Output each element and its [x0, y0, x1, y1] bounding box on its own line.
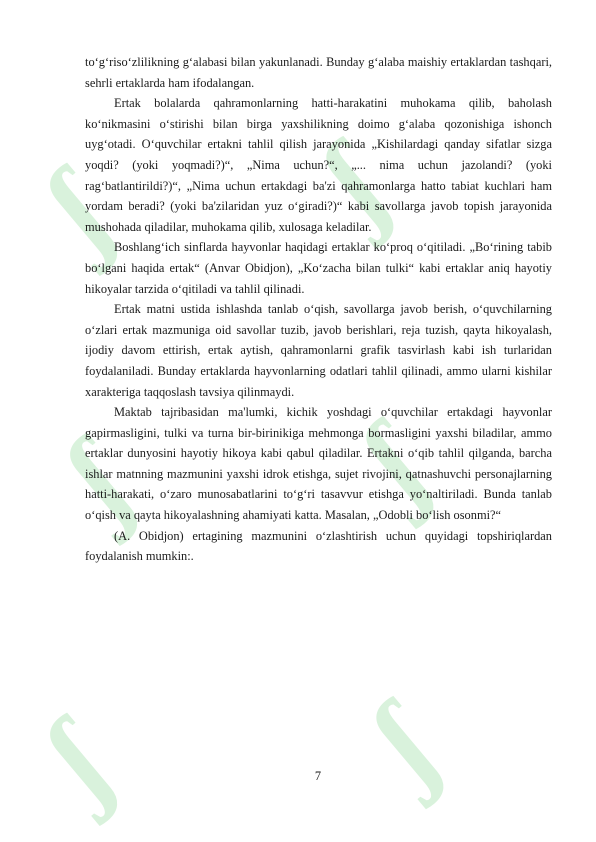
page-number: 7 — [314, 769, 322, 783]
paragraph: (A. Obidjon) ertagining mazmunini o‘zlashtirish uchun quyidagi topshiriqlardan foydalanish mumkin:. — [85, 528, 552, 564]
paragraph: Maktab tajribasidan ma'lumki, kichik yoshdagi o‘quvchilar ertakdagi hayvonlar gapirmasligini, tulki va turna bir-birinikiga mehmonga bormasligini yaxshi biladilar, ammo ertaklar dunyosini hayotiy hikoya kabi qabul qiladilar. Ertakni o‘qib tahlil qilganda, barcha ishlar matnning mazmunini yaxshi idrok etishga, sujet rivojini, qatnashuvchi personajlarning hatti-harakati, o‘zaro munosabatlarini to‘g‘ri tasavvur etishga yo‘naltiriladi. Bunda tanlab o‘qish va qayta hikoyalashning ahamiyati katta. Masalan, „Odobli bo‘lish osonmi?“ — [85, 405, 552, 523]
watermark-glyph: ʃ — [40, 417, 154, 544]
watermark-glyph: ʃ — [20, 697, 134, 824]
paragraph: Ertak matni ustida ishlashda tanlab o‘qish, savollarga javob berish, o‘quvchilarning o‘zlari ertak mazmuniga oid savollar tuzib, javob berishlari, reja tuzish, qayta hikoyalash, ijodiy davom ettirish, ertak aytish, qahramonlarni grafik tasvirlash kabi ish turlaridan foydalaniladi. Bunday ertaklarda hayvonlarning odatlari tahlil qilinadi, ammo ularni kishilar xarakteriga taqqoslash tavsiya qilinmaydi. — [85, 302, 552, 399]
watermark-glyph: ʃ — [346, 681, 460, 807]
paragraph: Boshlang‘ich sinflarda hayvonlar haqidagi ertaklar ko‘proq o‘qitiladi. „Bo‘rining tabib bo‘lgani haqida ertak“ (Anvar Obidjon), „Ko‘zacha bilan tulki“ kabi ertaklar aniq hayotiy hikoyalar tarzida o‘qitiladi va tahlil qilinadi. — [85, 240, 552, 296]
watermark-glyph: ʃ — [20, 147, 134, 274]
watermark-glyph: ʃ — [336, 401, 450, 527]
watermark-glyph: ʃ — [296, 121, 410, 247]
body-text — [85, 52, 552, 567]
paragraph: to‘g‘riso‘zlilikning g‘alabasi bilan yakunlanadi. Bunday g‘alaba maishiy ertaklardan tashqari, sehrli ertaklarda ham ifodalangan. — [85, 55, 552, 90]
paragraph: Ertak bolalarda qahramonlarning hatti-harakatini muhokama qilib, baholash ko‘nikmasini o‘stirishi bilan birga yaxshilikning doimo g‘alaba qozonishiga ishonch uyg‘otadi. O‘quvchilar ertakni tahlil qilish jarayonida „Kishilardagi qanday sifatlar sizga yoqdi? (yoki yoqmadi?)“, „Nima uchun?“, „... nima uchun jazolandi? (yoki rag‘batlantirildi?)“, „Nima uchun ertakdagi ba'zi qahramonlarga hatto tabiat kuchlari ham yordam beradi? (yoki ba'zilaridan yuz o‘giradi?)“ kabi savollarga javob topish jarayonida mushohada qiladilar, muhokama qilib, xulosaga keladilar. — [85, 96, 552, 234]
